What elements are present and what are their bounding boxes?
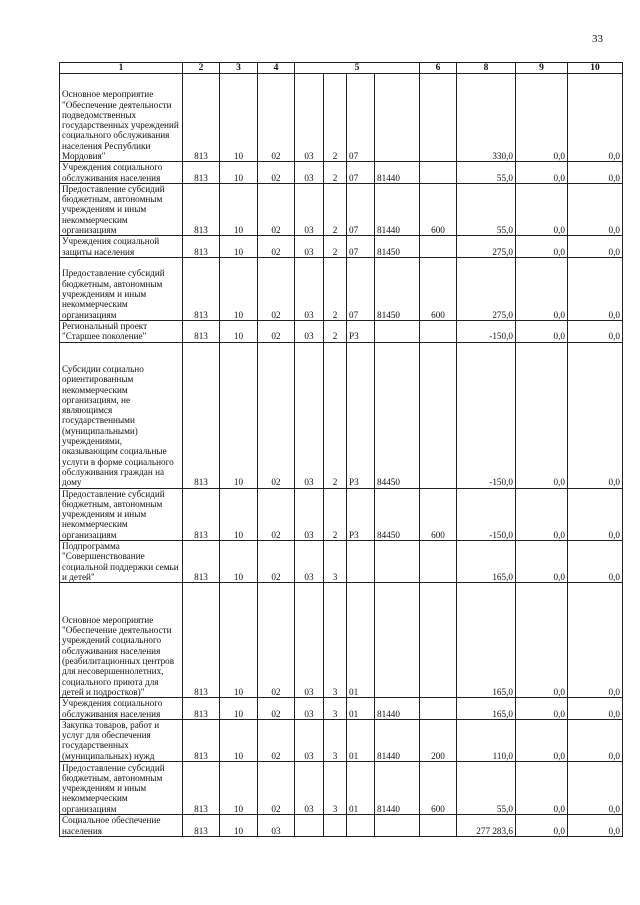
program-cell: 03 bbox=[295, 698, 324, 720]
page-number: 33 bbox=[592, 33, 603, 45]
row-name-cell: Предоставление субсидий бюджетным, автономным учреждениям и иным некоммерческим организациям bbox=[60, 488, 183, 540]
row-name-cell: Предоставление субсидий бюджетным, автономным учреждениям и иным некоммерческим организациям bbox=[60, 257, 183, 320]
amount-cell: 330,0 bbox=[457, 74, 516, 162]
table-row bbox=[60, 74, 623, 162]
expense-type-cell: 600 bbox=[420, 257, 457, 320]
amount-3-cell: 0,0 bbox=[568, 488, 623, 540]
amount-cell: 55,0 bbox=[457, 762, 516, 815]
activity-cell: 01 bbox=[347, 719, 375, 761]
row-name-cell: Учреждения социальной защиты населения bbox=[60, 236, 183, 258]
table-row bbox=[60, 257, 623, 320]
subsection-cell: 03 bbox=[258, 815, 295, 837]
section-cell: 10 bbox=[220, 815, 258, 837]
amount-3-cell: 0,0 bbox=[568, 183, 623, 235]
grbs-cell: 813 bbox=[183, 257, 220, 320]
grbs-cell: 813 bbox=[183, 74, 220, 162]
amount-2-cell: 0,0 bbox=[516, 183, 568, 235]
expense-type-cell bbox=[420, 583, 457, 698]
subprogram-cell: 3 bbox=[324, 583, 347, 698]
expense-type-cell bbox=[420, 815, 457, 837]
subsection-cell: 02 bbox=[258, 488, 295, 540]
table-row bbox=[60, 183, 623, 235]
row-name-cell: Учреждения социального обслуживания населения bbox=[60, 698, 183, 720]
grbs-cell: 813 bbox=[183, 236, 220, 258]
subprogram-cell: 2 bbox=[324, 320, 347, 342]
row-name-cell: Предоставление субсидий бюджетным, автономным учреждениям и иным некоммерческим организациям bbox=[60, 762, 183, 815]
amount-cell: -150,0 bbox=[457, 342, 516, 488]
amount-3-cell: 0,0 bbox=[568, 162, 623, 184]
amount-2-cell: 0,0 bbox=[516, 815, 568, 837]
amount-cell: 165,0 bbox=[457, 541, 516, 583]
direction-cell: 81440 bbox=[375, 762, 420, 815]
amount-cell: 277 283,6 bbox=[457, 815, 516, 837]
row-name-cell: Основное мероприятие "Обеспечение деятельности подведомственных государственных учреждений социального обслуживания населения Республики Мордовия" bbox=[60, 74, 183, 162]
subprogram-cell: 2 bbox=[324, 488, 347, 540]
activity-cell: 01 bbox=[347, 762, 375, 815]
amount-cell: 55,0 bbox=[457, 162, 516, 184]
activity-cell: P3 bbox=[347, 320, 375, 342]
amount-2-cell: 0,0 bbox=[516, 488, 568, 540]
grbs-cell: 813 bbox=[183, 762, 220, 815]
program-cell: 03 bbox=[295, 488, 324, 540]
direction-cell bbox=[375, 583, 420, 698]
direction-cell bbox=[375, 320, 420, 342]
program-cell: 03 bbox=[295, 762, 324, 815]
subsection-cell: 02 bbox=[258, 698, 295, 720]
amount-2-cell: 0,0 bbox=[516, 342, 568, 488]
program-cell: 03 bbox=[295, 257, 324, 320]
subsection-cell: 02 bbox=[258, 183, 295, 235]
amount-3-cell: 0,0 bbox=[568, 541, 623, 583]
expense-type-cell: 600 bbox=[420, 762, 457, 815]
table-row bbox=[60, 320, 623, 342]
header-col-3: 3 bbox=[220, 63, 258, 74]
header-col-6: 6 bbox=[420, 63, 457, 74]
grbs-cell: 813 bbox=[183, 183, 220, 235]
subsection-cell: 02 bbox=[258, 762, 295, 815]
amount-2-cell: 0,0 bbox=[516, 583, 568, 698]
grbs-cell: 813 bbox=[183, 342, 220, 488]
program-cell: 03 bbox=[295, 183, 324, 235]
expense-type-cell bbox=[420, 342, 457, 488]
activity-cell bbox=[347, 815, 375, 837]
amount-cell: 165,0 bbox=[457, 583, 516, 698]
program-cell: 03 bbox=[295, 236, 324, 258]
subprogram-cell: 2 bbox=[324, 162, 347, 184]
expense-type-cell bbox=[420, 541, 457, 583]
section-cell: 10 bbox=[220, 236, 258, 258]
subprogram-cell: 2 bbox=[324, 257, 347, 320]
activity-cell: 01 bbox=[347, 583, 375, 698]
amount-2-cell: 0,0 bbox=[516, 762, 568, 815]
table-row bbox=[60, 236, 623, 258]
amount-3-cell: 0,0 bbox=[568, 74, 623, 162]
row-name-cell: Основное мероприятие "Обеспечение деятельности учреждений социального обслуживания населения (реабилитационных центров для несовершеннолетних, социального приюта для детей и подростков)" bbox=[60, 583, 183, 698]
subsection-cell: 02 bbox=[258, 719, 295, 761]
grbs-cell: 813 bbox=[183, 698, 220, 720]
amount-3-cell: 0,0 bbox=[568, 583, 623, 698]
section-cell: 10 bbox=[220, 762, 258, 815]
expense-type-cell bbox=[420, 236, 457, 258]
expense-type-cell bbox=[420, 698, 457, 720]
subprogram-cell: 2 bbox=[324, 342, 347, 488]
expense-type-cell: 200 bbox=[420, 719, 457, 761]
amount-cell: 275,0 bbox=[457, 236, 516, 258]
subprogram-cell bbox=[324, 815, 347, 837]
activity-cell bbox=[347, 541, 375, 583]
direction-cell: 81440 bbox=[375, 183, 420, 235]
activity-cell: P3 bbox=[347, 342, 375, 488]
grbs-cell: 813 bbox=[183, 815, 220, 837]
direction-cell: 81450 bbox=[375, 257, 420, 320]
amount-cell: -150,0 bbox=[457, 488, 516, 540]
expense-type-cell: 600 bbox=[420, 183, 457, 235]
grbs-cell: 813 bbox=[183, 583, 220, 698]
section-cell: 10 bbox=[220, 74, 258, 162]
row-name-cell: Предоставление субсидий бюджетным, автономным учреждениям и иным некоммерческим организациям bbox=[60, 183, 183, 235]
subprogram-cell: 3 bbox=[324, 762, 347, 815]
header-col-10: 10 bbox=[568, 63, 623, 74]
amount-cell: 55,0 bbox=[457, 183, 516, 235]
subsection-cell: 02 bbox=[258, 236, 295, 258]
subprogram-cell: 3 bbox=[324, 698, 347, 720]
table-row bbox=[60, 162, 623, 184]
direction-cell: 84450 bbox=[375, 488, 420, 540]
section-cell: 10 bbox=[220, 162, 258, 184]
direction-cell: 81440 bbox=[375, 698, 420, 720]
section-cell: 10 bbox=[220, 257, 258, 320]
program-cell bbox=[295, 815, 324, 837]
subsection-cell: 02 bbox=[258, 541, 295, 583]
amount-2-cell: 0,0 bbox=[516, 74, 568, 162]
grbs-cell: 813 bbox=[183, 320, 220, 342]
grbs-cell: 813 bbox=[183, 488, 220, 540]
activity-cell: 01 bbox=[347, 698, 375, 720]
table-row bbox=[60, 698, 623, 720]
header-col-9: 9 bbox=[516, 63, 568, 74]
table-row bbox=[60, 342, 623, 488]
table-row bbox=[60, 541, 623, 583]
subsection-cell: 02 bbox=[258, 162, 295, 184]
activity-cell: 07 bbox=[347, 183, 375, 235]
subprogram-cell: 2 bbox=[324, 183, 347, 235]
grbs-cell: 813 bbox=[183, 541, 220, 583]
activity-cell: 07 bbox=[347, 257, 375, 320]
amount-2-cell: 0,0 bbox=[516, 257, 568, 320]
amount-cell: -150,0 bbox=[457, 320, 516, 342]
program-cell: 03 bbox=[295, 320, 324, 342]
grbs-cell: 813 bbox=[183, 719, 220, 761]
section-cell: 10 bbox=[220, 342, 258, 488]
expense-type-cell bbox=[420, 162, 457, 184]
direction-cell bbox=[375, 815, 420, 837]
direction-cell: 81450 bbox=[375, 236, 420, 258]
subsection-cell: 02 bbox=[258, 257, 295, 320]
expense-type-cell: 600 bbox=[420, 488, 457, 540]
amount-3-cell: 0,0 bbox=[568, 762, 623, 815]
program-cell: 03 bbox=[295, 342, 324, 488]
amount-3-cell: 0,0 bbox=[568, 342, 623, 488]
section-cell: 10 bbox=[220, 698, 258, 720]
amount-3-cell: 0,0 bbox=[568, 236, 623, 258]
amount-3-cell: 0,0 bbox=[568, 257, 623, 320]
row-name-cell: Учреждения социального обслуживания населения bbox=[60, 162, 183, 184]
activity-cell: 07 bbox=[347, 162, 375, 184]
table-row bbox=[60, 583, 623, 698]
amount-3-cell: 0,0 bbox=[568, 719, 623, 761]
expense-type-cell bbox=[420, 320, 457, 342]
section-cell: 10 bbox=[220, 583, 258, 698]
row-name-cell: Социальное обеспечение населения bbox=[60, 815, 183, 837]
amount-2-cell: 0,0 bbox=[516, 719, 568, 761]
table-row bbox=[60, 762, 623, 815]
amount-cell: 275,0 bbox=[457, 257, 516, 320]
header-col-1: 1 bbox=[60, 63, 183, 74]
amount-2-cell: 0,0 bbox=[516, 541, 568, 583]
row-name-cell: Субсидии социально ориентированным некоммерческим организациям, не являющимся государственными (муниципальными) учреждениями, оказывающим социальные услуги в форме социального обслуживания граждан на дому bbox=[60, 342, 183, 488]
direction-cell bbox=[375, 541, 420, 583]
amount-2-cell: 0,0 bbox=[516, 698, 568, 720]
subsection-cell: 02 bbox=[258, 342, 295, 488]
subprogram-cell: 3 bbox=[324, 541, 347, 583]
subprogram-cell: 2 bbox=[324, 236, 347, 258]
table-header-row bbox=[60, 63, 623, 74]
activity-cell: P3 bbox=[347, 488, 375, 540]
header-col-5: 5 bbox=[295, 63, 420, 74]
amount-2-cell: 0,0 bbox=[516, 236, 568, 258]
header-col-2: 2 bbox=[183, 63, 220, 74]
budget-table bbox=[59, 62, 623, 837]
subprogram-cell: 3 bbox=[324, 719, 347, 761]
section-cell: 10 bbox=[220, 320, 258, 342]
row-name-cell: Региональный проект "Старшее поколение" bbox=[60, 320, 183, 342]
section-cell: 10 bbox=[220, 183, 258, 235]
program-cell: 03 bbox=[295, 719, 324, 761]
activity-cell: 07 bbox=[347, 236, 375, 258]
amount-3-cell: 0,0 bbox=[568, 320, 623, 342]
section-cell: 10 bbox=[220, 541, 258, 583]
subsection-cell: 02 bbox=[258, 74, 295, 162]
row-name-cell: Подпрограмма "Совершенствование социальной поддержки семьи и детей" bbox=[60, 541, 183, 583]
direction-cell: 81440 bbox=[375, 162, 420, 184]
amount-3-cell: 0,0 bbox=[568, 698, 623, 720]
program-cell: 03 bbox=[295, 74, 324, 162]
table-row bbox=[60, 719, 623, 761]
program-cell: 03 bbox=[295, 541, 324, 583]
subprogram-cell: 2 bbox=[324, 74, 347, 162]
grbs-cell: 813 bbox=[183, 162, 220, 184]
subsection-cell: 02 bbox=[258, 320, 295, 342]
table-row bbox=[60, 488, 623, 540]
section-cell: 10 bbox=[220, 488, 258, 540]
amount-cell: 110,0 bbox=[457, 719, 516, 761]
expense-type-cell bbox=[420, 74, 457, 162]
header-col-4: 4 bbox=[258, 63, 295, 74]
table-row bbox=[60, 815, 623, 837]
row-name-cell: Закупка товаров, работ и услуг для обеспечения государственных (муниципальных) нужд bbox=[60, 719, 183, 761]
activity-cell: 07 bbox=[347, 74, 375, 162]
direction-cell: 84450 bbox=[375, 342, 420, 488]
direction-cell bbox=[375, 74, 420, 162]
amount-3-cell: 0,0 bbox=[568, 815, 623, 837]
section-cell: 10 bbox=[220, 719, 258, 761]
amount-2-cell: 0,0 bbox=[516, 162, 568, 184]
subsection-cell: 02 bbox=[258, 583, 295, 698]
amount-2-cell: 0,0 bbox=[516, 320, 568, 342]
program-cell: 03 bbox=[295, 583, 324, 698]
header-col-8: 8 bbox=[457, 63, 516, 74]
direction-cell: 81440 bbox=[375, 719, 420, 761]
amount-cell: 165,0 bbox=[457, 698, 516, 720]
program-cell: 03 bbox=[295, 162, 324, 184]
